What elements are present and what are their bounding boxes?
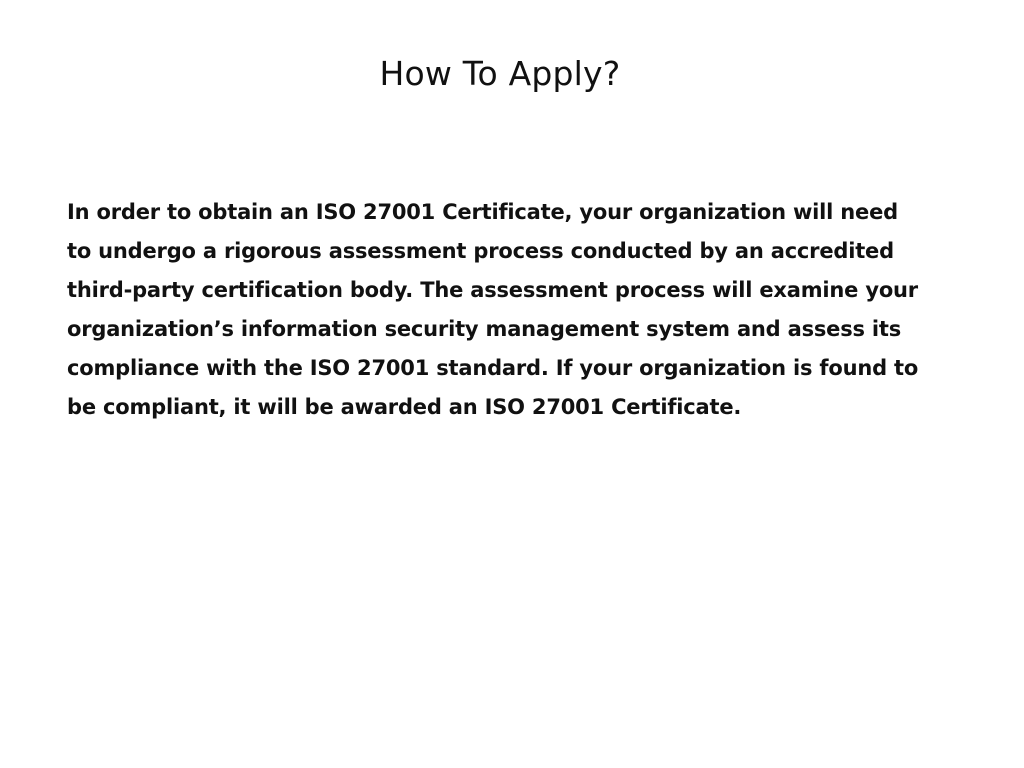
- slide-body-text: In order to obtain an ISO 27001 Certificate, your organization will need to undergo a rigorous assessment process conducted by an accredited third-party certification body. The assessment process will examine your organization’s information security management system and assess its compliance with the ISO 27001 standard. If your organization is found to be compliant, it will be awarded an ISO 27001 Certificate.: [67, 200, 919, 419]
- slide-title: How To Apply?: [379, 54, 621, 93]
